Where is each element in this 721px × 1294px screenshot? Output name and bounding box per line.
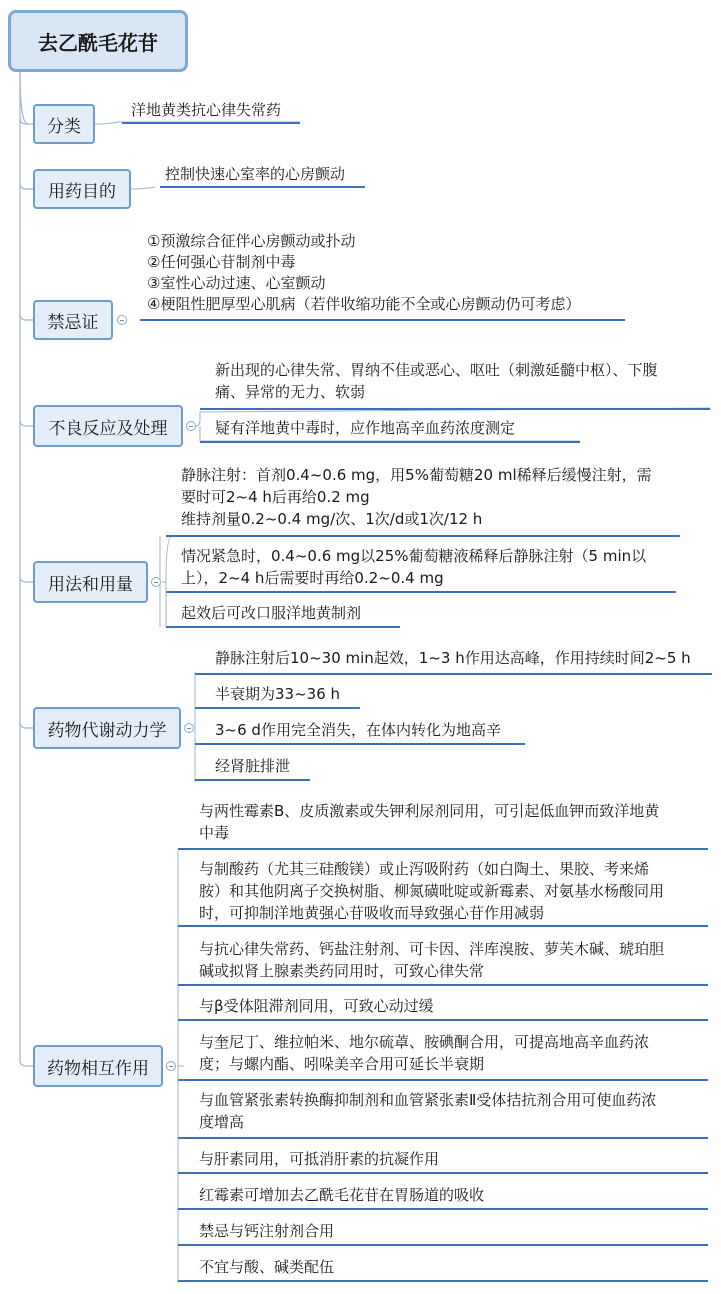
leaf-yongfa-1b: 要时可2~4 h后再给0.2 mg xyxy=(181,488,370,506)
topic-yongfa[interactable]: 用法和用量 xyxy=(33,561,148,603)
topic-fenlei[interactable]: 分类 xyxy=(33,104,95,144)
branch-line xyxy=(131,187,155,189)
leaf-buliang-1b: 痛、异常的无力、软弱 xyxy=(215,383,366,401)
trunk-branch-line xyxy=(20,314,33,320)
leaf-daixie-1: 静脉注射后10~30 min起效，1~3 h作用达高峰，作用持续时间2~5 h xyxy=(215,649,691,667)
leaf-xianghu-2b: 胺）和其他阴离子交换树脂、柳氮磺吡啶或新霉素、对氨基水杨酸同用 xyxy=(199,882,665,900)
leaf-xianghu-4: 与β受体阻滞剂同用，可致心动过缓 xyxy=(199,997,434,1015)
leaf-xianghu-2a: 与制酸药（尤其三硅酸镁）或止泻吸附药（如白陶土、果胶、考来烯 xyxy=(199,860,650,878)
topic-daixie[interactable]: 药物代谢动力学 xyxy=(33,707,181,749)
collapse-minus-icon[interactable] xyxy=(117,315,127,325)
trunk-branch-line xyxy=(20,183,33,189)
leaf-xianghu-5a: 与奎尼丁、维拉帕米、地尔硫䓬、胺碘酮合用，可提高地高辛血药浓 xyxy=(199,1033,650,1051)
leaf-buliang-1a: 新出现的心律失常、胃纳不佳或恶心、呕吐（刺激延髓中枢）、下腹 xyxy=(215,361,658,379)
leaf-xianghu-9: 禁忌与钙注射剂合用 xyxy=(199,1222,335,1240)
leaf-mudi: 控制快速心室率的心房颤动 xyxy=(165,165,346,183)
leaf-jinji-1: ①预激综合征伴心房颤动或扑动 xyxy=(147,232,356,250)
trunk-line xyxy=(20,124,33,1066)
leaf-yongfa-1a: 静脉注射：首剂0.4~0.6 mg，用5%葡萄糖20 ml稀释后缓慢注射，需 xyxy=(181,466,652,484)
leaf-xianghu-1a: 与两性霉素B、皮质激素或失钾利尿剂同用，可引起低血钾而致洋地黄 xyxy=(199,802,660,820)
trunk-branch-line xyxy=(20,722,33,728)
leaf-yongfa-1c: 维持剂量0.2~0.4 mg/次、1次/d或1次/12 h xyxy=(181,510,483,528)
leaf-daixie-2: 半衰期为33~36 h xyxy=(215,685,341,703)
leaf-yongfa-3: 起效后可改口服洋地黄制剂 xyxy=(181,604,362,622)
leaf-yongfa-2a: 情况紧急时，0.4~0.6 mg以25%葡萄糖液稀释后静脉注射（5 min以 xyxy=(181,547,647,565)
leaf-xianghu-10: 不宜与酸、碱类配伍 xyxy=(199,1258,335,1276)
trunk-branch-line xyxy=(20,420,33,426)
collapse-minus-icon[interactable] xyxy=(151,577,161,587)
leaf-xianghu-8: 红霉素可增加去乙酰毛花苷在胃肠道的吸收 xyxy=(199,1186,485,1204)
collapse-minus-icon[interactable] xyxy=(186,421,196,431)
topic-buliang[interactable]: 不良反应及处理 xyxy=(33,405,183,447)
topic-mudi[interactable]: 用药目的 xyxy=(33,169,131,209)
leaf-yongfa-2b: 上），2~4 h后需要时再给0.2~0.4 mg xyxy=(181,569,444,587)
leaf-jinji-4: ④梗阻性肥厚型心肌病（若伴收缩功能不全或心房颤动仍可考虑） xyxy=(147,295,581,313)
leaf-daixie-3: 3~6 d作用完全消失，在体内转化为地高辛 xyxy=(215,721,501,739)
leaf-xianghu-1b: 中毒 xyxy=(199,824,230,842)
collapse-minus-icon[interactable] xyxy=(184,723,194,733)
leaf-xianghu-5b: 度；与螺内酯、吲哚美辛合用可延长半衰期 xyxy=(199,1055,485,1073)
leaf-xianghu-2c: 时，可抑制洋地黄强心苷吸收而导致强心苷作用减弱 xyxy=(199,904,545,922)
trunk-branch-line xyxy=(20,576,33,582)
leaf-xianghu-7: 与肝素同用，可抵消肝素的抗凝作用 xyxy=(199,1150,440,1168)
leaf-xianghu-6a: 与血管紧张素转换酶抑制剂和血管紧张素Ⅱ受体拮抗剂合用可使血药浓 xyxy=(199,1091,657,1109)
leaf-xianghu-6b: 度增高 xyxy=(199,1113,245,1131)
leaf-buliang-2: 疑有洋地黄中毒时，应作地高辛血药浓度测定 xyxy=(215,419,516,437)
leaf-daixie-4: 经肾脏排泄 xyxy=(215,757,291,775)
leaf-xianghu-3b: 碱或拟肾上腺素类药同用时，可致心律失常 xyxy=(199,962,485,980)
topic-jinji[interactable]: 禁忌证 xyxy=(33,300,113,340)
leaf-jinji-3: ③室性心动过速、心室颤动 xyxy=(147,274,326,292)
collapse-minus-icon[interactable] xyxy=(166,1061,176,1071)
leaf-xianghu-3a: 与抗心律失常药、钙盐注射剂、可卡因、泮库溴胺、萝芙木碱、琥珀胆 xyxy=(199,940,665,958)
leaf-fenlei: 洋地黄类抗心律失常药 xyxy=(131,101,282,119)
leaf-jinji-2: ②任何强心苷制剂中毒 xyxy=(147,253,296,271)
root-branch-line xyxy=(20,72,28,124)
topic-xianghu[interactable]: 药物相互作用 xyxy=(33,1045,163,1087)
root-topic[interactable]: 去乙酰毛花苷 xyxy=(8,10,188,72)
